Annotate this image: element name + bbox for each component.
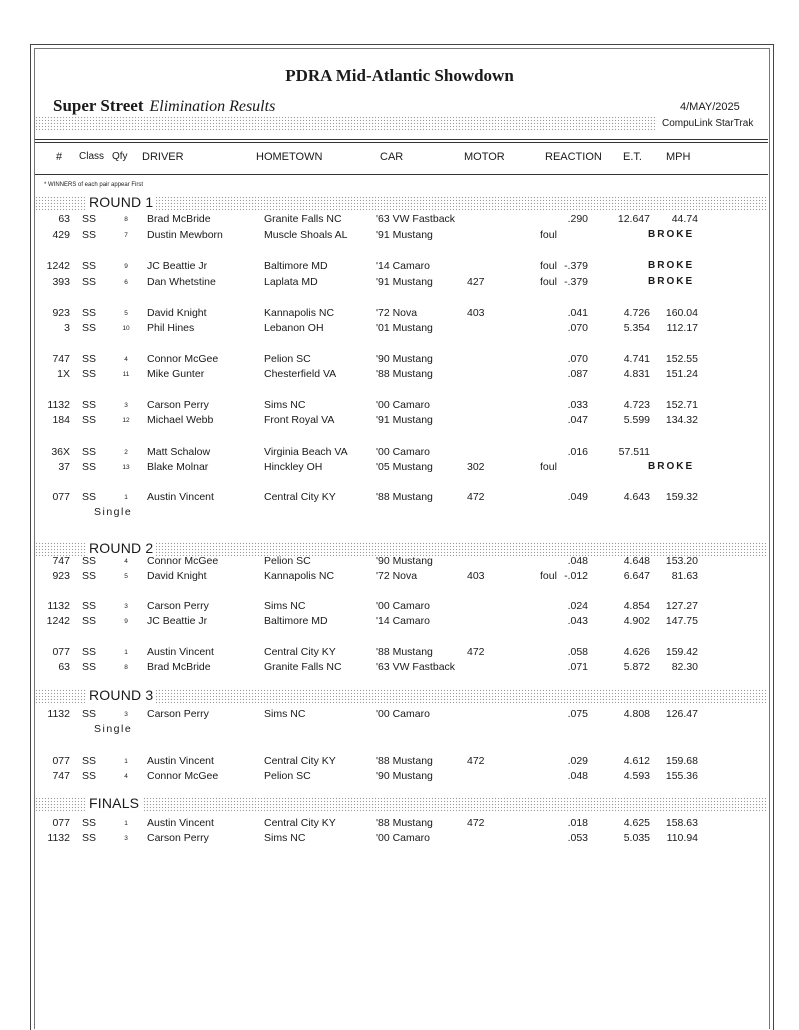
class-cell: SS: [82, 229, 97, 241]
class-cell: SS: [82, 446, 97, 458]
reaction-time: -.379: [564, 276, 588, 288]
foul-flag: foul: [540, 260, 557, 272]
hometown: Sims NC: [264, 600, 306, 612]
elapsed-time: 12.647: [617, 213, 650, 225]
car-model: '88 Mustang: [376, 817, 433, 829]
elapsed-time: 4.808: [623, 708, 650, 720]
round-header-band: [35, 196, 767, 211]
car-model: '01 Mustang: [376, 322, 433, 334]
col-header-mph: MPH: [666, 151, 691, 163]
class-cell: SS: [82, 368, 97, 380]
hometown: Kannapolis NC: [264, 570, 335, 582]
qualifying-position: 1: [124, 649, 128, 656]
car-model: '88 Mustang: [376, 755, 433, 767]
motor-size: 403: [467, 307, 485, 319]
round-label: FINALS: [86, 795, 142, 811]
qualifying-position: 6: [124, 279, 128, 286]
car-model: '00 Camaro: [376, 832, 430, 844]
driver-name: Michael Webb: [147, 414, 214, 426]
result-row: [0, 600, 799, 614]
qualifying-position: 2: [124, 449, 128, 456]
car-number: 1242: [46, 615, 70, 627]
hometown: Sims NC: [264, 832, 306, 844]
driver-name: Austin Vincent: [147, 817, 214, 829]
qualifying-position: 4: [124, 558, 128, 565]
speed-mph: 152.71: [665, 399, 698, 411]
reaction-time: .048: [567, 555, 588, 567]
qualifying-position: 1: [124, 494, 128, 501]
hometown: Laplata MD: [264, 276, 318, 288]
reaction-time: .053: [567, 832, 588, 844]
qualifying-position: 9: [124, 618, 128, 625]
hometown: Front Royal VA: [264, 414, 335, 426]
reaction-time: .070: [567, 322, 588, 334]
reaction-time: .087: [567, 368, 588, 380]
class-cell: SS: [82, 832, 97, 844]
driver-name: Connor McGee: [147, 555, 219, 567]
results-subtitle: Elimination Results: [149, 98, 276, 115]
elapsed-time: 4.723: [623, 399, 650, 411]
reaction-time: -.379: [564, 260, 588, 272]
speed-mph: 159.42: [665, 646, 698, 658]
reaction-time: .043: [567, 615, 588, 627]
broke-flag: BROKE: [648, 276, 695, 287]
hometown: Central City KY: [264, 755, 336, 767]
car-number: 077: [52, 817, 70, 829]
hometown: Granite Falls NC: [264, 213, 342, 225]
result-row: [0, 832, 799, 846]
car-model: '00 Camaro: [376, 399, 430, 411]
reaction-time: .049: [567, 491, 588, 503]
class-name: Super Street: [53, 96, 144, 115]
foul-flag: foul: [540, 276, 557, 288]
class-cell: SS: [82, 260, 97, 272]
car-model: '63 VW Fastback: [376, 661, 456, 673]
qualifying-position: 1: [124, 820, 128, 827]
class-cell: SS: [82, 755, 97, 767]
result-row: [0, 229, 799, 243]
car-model: '00 Camaro: [376, 708, 430, 720]
result-row: [0, 307, 799, 321]
car-number: 63: [58, 213, 70, 225]
class-cell: SS: [82, 307, 97, 319]
speed-mph: 44.74: [671, 213, 698, 225]
speed-mph: 159.68: [665, 755, 698, 767]
hometown: Lebanon OH: [264, 322, 324, 334]
elapsed-time: 4.626: [623, 646, 650, 658]
foul-flag: foul: [540, 461, 557, 473]
class-cell: SS: [82, 353, 97, 365]
header-shaded-band: [35, 116, 657, 132]
car-number: 184: [52, 414, 70, 426]
car-model: '91 Mustang: [376, 229, 433, 241]
hometown: Kannapolis NC: [264, 307, 335, 319]
round-header-band: [35, 797, 767, 812]
elapsed-time: 5.354: [623, 322, 650, 334]
elapsed-time: 4.648: [623, 555, 650, 567]
qualifying-position: 8: [124, 664, 128, 671]
driver-name: Mike Gunter: [147, 368, 205, 380]
qualifying-position: 3: [124, 711, 128, 718]
reaction-time: .024: [567, 600, 588, 612]
speed-mph: 147.75: [665, 615, 698, 627]
car-number: 923: [52, 570, 70, 582]
speed-mph: 155.36: [665, 770, 698, 782]
car-number: 1242: [46, 260, 70, 272]
result-row: [0, 368, 799, 382]
car-number: 393: [52, 276, 70, 288]
driver-name: Connor McGee: [147, 353, 219, 365]
result-row: [0, 322, 799, 336]
reaction-time: .016: [567, 446, 588, 458]
hometown: Pelion SC: [264, 770, 311, 782]
qualifying-position: 5: [124, 310, 128, 317]
speed-mph: 112.17: [666, 322, 698, 334]
result-row: [0, 213, 799, 227]
col-header-number: #: [56, 151, 63, 163]
reaction-time: .047: [567, 414, 588, 426]
car-number: 429: [52, 229, 70, 241]
elapsed-time: 4.741: [623, 353, 650, 365]
car-number: 077: [52, 646, 70, 658]
car-number: 747: [52, 353, 70, 365]
foul-flag: foul: [540, 229, 557, 241]
result-row: [0, 461, 799, 475]
speed-mph: 151.24: [665, 368, 698, 380]
result-row: [0, 399, 799, 413]
col-header-motor: MOTOR: [464, 151, 505, 163]
car-model: '72 Nova: [376, 570, 418, 582]
col-header-class: Class: [79, 151, 105, 162]
driver-name: Carson Perry: [147, 399, 209, 411]
driver-name: Carson Perry: [147, 832, 209, 844]
speed-mph: 82.30: [671, 661, 698, 673]
qualifying-position: 7: [124, 232, 128, 239]
header-rule-bottom: [35, 174, 768, 175]
qualifying-position: 5: [124, 573, 128, 580]
qualifying-position: 3: [124, 402, 128, 409]
result-row: [0, 276, 799, 290]
elapsed-time: 4.593: [623, 770, 650, 782]
col-header-et: E.T.: [623, 151, 642, 163]
driver-name: Dustin Mewborn: [147, 229, 223, 241]
col-header-reaction: REACTION: [545, 151, 602, 163]
motor-size: 302: [467, 461, 485, 473]
result-row: [0, 491, 799, 505]
car-number: 1132: [47, 600, 70, 612]
elapsed-time: 4.854: [623, 600, 650, 612]
motor-size: 403: [467, 570, 485, 582]
header-rule-top-2: [35, 142, 768, 143]
speed-mph: 160.04: [665, 307, 698, 319]
hometown: Sims NC: [264, 708, 306, 720]
car-model: '88 Mustang: [376, 491, 433, 503]
speed-mph: 134.32: [665, 414, 698, 426]
driver-name: David Knight: [147, 570, 207, 582]
event-date: 4/MAY/2025: [680, 101, 740, 113]
car-model: '00 Camaro: [376, 600, 430, 612]
result-row: [0, 570, 799, 584]
qualifying-position: 3: [124, 835, 128, 842]
driver-name: Austin Vincent: [147, 646, 214, 658]
reaction-time: .041: [567, 307, 588, 319]
motor-size: 472: [467, 817, 485, 829]
car-model: '91 Mustang: [376, 414, 433, 426]
class-cell: SS: [82, 615, 97, 627]
car-model: '90 Mustang: [376, 353, 433, 365]
class-cell: SS: [82, 461, 97, 473]
reaction-time: .058: [567, 646, 588, 658]
document-title: PDRA Mid-Atlantic Showdown: [285, 66, 514, 85]
class-cell: SS: [82, 491, 97, 503]
qualifying-position: 1: [124, 758, 128, 765]
col-header-car: CAR: [380, 151, 404, 163]
car-model: '88 Mustang: [376, 368, 433, 380]
result-row: [0, 260, 799, 274]
elapsed-time: 6.647: [623, 570, 650, 582]
car-number: 36X: [51, 446, 70, 458]
class-cell: SS: [82, 399, 97, 411]
speed-mph: 110.94: [666, 832, 698, 844]
driver-name: Austin Vincent: [147, 491, 214, 503]
hometown: Pelion SC: [264, 353, 311, 365]
speed-mph: 152.55: [665, 353, 698, 365]
speed-mph: 127.27: [665, 600, 698, 612]
class-cell: SS: [82, 414, 97, 426]
reaction-time: .018: [567, 817, 588, 829]
car-model: '90 Mustang: [376, 555, 433, 567]
car-model: '05 Mustang: [376, 461, 433, 473]
speed-mph: 126.47: [665, 708, 698, 720]
elapsed-time: 4.831: [623, 368, 650, 380]
hometown: Granite Falls NC: [264, 661, 342, 673]
hometown: Pelion SC: [264, 555, 311, 567]
class-cell: SS: [82, 322, 97, 334]
elapsed-time: 4.612: [623, 755, 650, 767]
result-row: [0, 708, 799, 722]
car-model: '14 Camaro: [376, 615, 430, 627]
elapsed-time: 5.872: [623, 661, 650, 673]
col-header-hometown: HOMETOWN: [256, 151, 323, 163]
result-row: [0, 555, 799, 569]
car-model: '00 Camaro: [376, 446, 430, 458]
car-number: 747: [52, 555, 70, 567]
car-number: 077: [52, 755, 70, 767]
round-label: ROUND 1: [86, 194, 156, 210]
round-label: ROUND 2: [86, 540, 156, 556]
car-number: 077: [52, 491, 70, 503]
car-model: '72 Nova: [376, 307, 418, 319]
reaction-time: .070: [567, 353, 588, 365]
hometown: Virginia Beach VA: [264, 446, 348, 458]
class-cell: SS: [82, 646, 97, 658]
broke-flag: BROKE: [648, 260, 695, 271]
elapsed-time: 4.726: [623, 307, 650, 319]
hometown: Baltimore MD: [264, 260, 328, 272]
elapsed-time: 4.902: [623, 615, 650, 627]
car-model: '14 Camaro: [376, 260, 430, 272]
car-model: '91 Mustang: [376, 276, 433, 288]
class-cell: SS: [82, 213, 97, 225]
qualifying-position: 3: [124, 603, 128, 610]
result-row: [0, 817, 799, 831]
winners-note: * WINNERS of each pair appear First: [44, 182, 144, 188]
result-row: [0, 646, 799, 660]
qualifying-position: 4: [124, 773, 128, 780]
col-header-driver: DRIVER: [142, 151, 184, 163]
speed-mph: 81.63: [671, 570, 698, 582]
car-number: 63: [58, 661, 70, 673]
qualifying-position: 13: [122, 464, 130, 471]
result-row: [0, 615, 799, 629]
qualifying-position: 12: [122, 417, 130, 424]
qualifying-position: 11: [122, 371, 130, 378]
car-model: '63 VW Fastback: [376, 213, 456, 225]
class-cell: SS: [82, 555, 97, 567]
car-model: '90 Mustang: [376, 770, 433, 782]
speed-mph: 158.63: [665, 817, 698, 829]
foul-flag: foul: [540, 570, 557, 582]
round-label: ROUND 3: [86, 687, 156, 703]
reaction-time: .075: [567, 708, 588, 720]
result-row: [0, 661, 799, 675]
result-row: [0, 414, 799, 428]
motor-size: 472: [467, 491, 485, 503]
result-row: [0, 446, 799, 460]
broke-flag: BROKE: [648, 461, 695, 472]
class-cell: SS: [82, 817, 97, 829]
elapsed-time: 5.035: [623, 832, 650, 844]
hometown: Sims NC: [264, 399, 306, 411]
speed-mph: 153.20: [665, 555, 698, 567]
elapsed-time: 4.643: [623, 491, 650, 503]
result-row: [0, 770, 799, 784]
result-row: [0, 755, 799, 769]
single-run-label: Single: [94, 723, 133, 735]
hometown: Hinckley OH: [264, 461, 323, 473]
driver-name: Connor McGee: [147, 770, 219, 782]
elapsed-time: 57.511: [618, 446, 650, 458]
qualifying-position: 8: [124, 216, 128, 223]
driver-name: Brad McBride: [147, 661, 211, 673]
elapsed-time: 5.599: [623, 414, 650, 426]
broke-flag: BROKE: [648, 229, 695, 240]
class-cell: SS: [82, 708, 97, 720]
col-header-qfy: Qfy: [112, 151, 128, 162]
car-number: 3: [64, 322, 70, 334]
reaction-time: .033: [567, 399, 588, 411]
driver-name: Dan Whetstine: [147, 276, 216, 288]
class-cell: SS: [82, 276, 97, 288]
hometown: Central City KY: [264, 491, 336, 503]
round-header-band: [35, 689, 767, 704]
hometown: Central City KY: [264, 817, 336, 829]
driver-name: Phil Hines: [147, 322, 195, 334]
reaction-time: .290: [567, 213, 588, 225]
hometown: Muscle Shoals AL: [264, 229, 348, 241]
car-number: 1132: [47, 832, 70, 844]
header-rule-top: [35, 139, 768, 140]
driver-name: JC Beattie Jr: [147, 260, 208, 272]
driver-name: Blake Molnar: [147, 461, 209, 473]
driver-name: David Knight: [147, 307, 207, 319]
driver-name: Carson Perry: [147, 708, 209, 720]
reaction-time: .048: [567, 770, 588, 782]
motor-size: 472: [467, 755, 485, 767]
qualifying-position: 10: [122, 325, 130, 332]
qualifying-position: 4: [124, 356, 128, 363]
driver-name: Carson Perry: [147, 600, 209, 612]
class-cell: SS: [82, 770, 97, 782]
class-cell: SS: [82, 570, 97, 582]
car-number: 37: [58, 461, 70, 473]
result-row: [0, 353, 799, 367]
driver-name: Brad McBride: [147, 213, 211, 225]
driver-name: Austin Vincent: [147, 755, 214, 767]
car-number: 1132: [47, 399, 70, 411]
reaction-time: .029: [567, 755, 588, 767]
motor-size: 472: [467, 646, 485, 658]
driver-name: JC Beattie Jr: [147, 615, 208, 627]
class-heading: [53, 96, 275, 116]
elapsed-time: 4.625: [623, 817, 650, 829]
hometown: Chesterfield VA: [264, 368, 337, 380]
reaction-time: -.012: [564, 570, 588, 582]
class-cell: SS: [82, 600, 97, 612]
qualifying-position: 9: [124, 263, 128, 270]
single-run-label: Single: [94, 506, 133, 518]
hometown: Baltimore MD: [264, 615, 328, 627]
car-number: 1132: [47, 708, 70, 720]
timing-system-label: CompuLink StarTrak: [662, 118, 754, 129]
car-number: 923: [52, 307, 70, 319]
car-model: '88 Mustang: [376, 646, 433, 658]
car-number: 747: [52, 770, 70, 782]
motor-size: 427: [467, 276, 485, 288]
hometown: Central City KY: [264, 646, 336, 658]
driver-name: Matt Schalow: [147, 446, 211, 458]
class-cell: SS: [82, 661, 97, 673]
speed-mph: 159.32: [665, 491, 698, 503]
reaction-time: .071: [567, 661, 588, 673]
car-number: 1X: [57, 368, 70, 380]
